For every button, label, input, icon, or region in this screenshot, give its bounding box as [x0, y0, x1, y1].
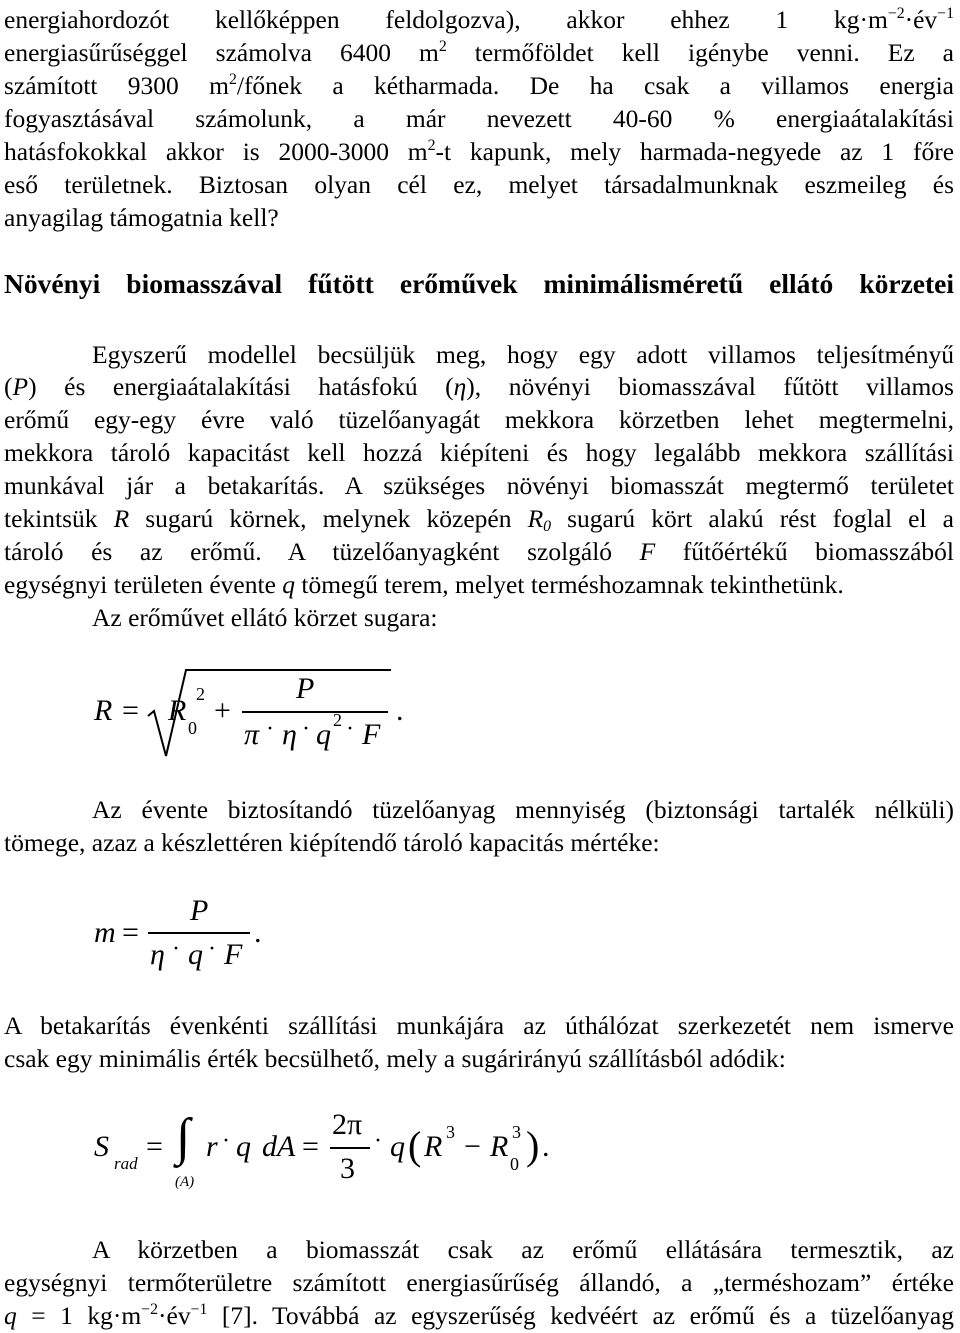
paragraph-1-line-2: [4, 37, 954, 69]
fraction-bar: [242, 711, 388, 713]
text-run: ·m: [859, 5, 888, 34]
paragraph-2-line-6: [4, 503, 954, 535]
integral-icon: ∫: [176, 1109, 191, 1166]
paragraph-1-line-6: eső területnek. Biztosan olyan cél ez, melyet társadalmunknak eszmeileg és: [4, 170, 954, 199]
equation-transport-work: [0, 1102, 960, 1202]
eq3-lparen: (: [408, 1123, 422, 1168]
paragraph-1-line-7: anyagilag támogatnia kell?: [4, 203, 279, 232]
paragraph-3-line-1: Az évente biztosítandó tüzelőanyag mennyiség (biztonsági tartalék nélküli): [92, 795, 954, 824]
text-run: tároló és az erőmű. A tüzelőanyagként szolgáló: [4, 537, 640, 566]
paragraph-2-line-7: [4, 536, 954, 568]
text-run: energiahordozót kellőképpen feldolgozva), akkor ehhez 1 kg: [4, 5, 860, 34]
eq2-period: .: [254, 916, 262, 949]
eq3-dA: dA: [262, 1130, 296, 1163]
eq3-S-sub: rad: [114, 1154, 138, 1173]
text-run: energiasűrűséggel számolva 6400 m: [4, 38, 439, 67]
eq2-dot: ·: [208, 936, 216, 962]
paragraph-4-line-1: A betakarítás évenkénti szállítási munkájára az úthálózat szerkezetét nem ismerve: [4, 1011, 954, 1040]
text-run: egységnyi területen évente: [4, 570, 283, 599]
eq3-r: r: [206, 1130, 218, 1163]
section-heading: Növényi biomasszával fűtött erőművek minimálisméretű ellátó körzetei: [4, 268, 954, 299]
paragraph-2-line-5: munkával jár a betakarítás. A szükséges növényi biomasszát megtermő területet: [4, 471, 954, 500]
symbol-R: R: [113, 504, 130, 533]
eq1-lhs: R: [94, 694, 113, 727]
paragraph-2-line-9: Az erőművet ellátó körzet sugara:: [92, 603, 438, 632]
paragraph-3-line-2: tömege, azaz a készlettéren kiépítendő tároló kapacitás mértéke:: [4, 828, 660, 857]
eq3-equals-1: =: [146, 1130, 163, 1163]
text-run: ·év: [158, 1301, 191, 1330]
eq3-int-domain: (A): [175, 1174, 195, 1190]
eq2-F: F: [224, 938, 243, 971]
eq1-eta: η: [282, 718, 297, 751]
text-run: ) és energiaátalakítási hatásfokú (: [28, 372, 454, 401]
text-run: ·év: [904, 5, 938, 34]
paragraph-1-line-5: [4, 136, 954, 168]
paragraph-2-line-1: Egyszerű modellel becsüljük meg, hogy egy adott villamos teljesítményű: [92, 340, 954, 369]
eq3-R0: R: [490, 1130, 509, 1163]
eq3-equals-2: =: [302, 1130, 319, 1163]
text-run: számított 9300 m: [4, 71, 229, 100]
text-run: ·m: [112, 1301, 142, 1330]
text-run: fűtőértékű biomasszából: [655, 537, 954, 566]
text-run: termőföldet kell igénybe venni. Ez a: [446, 38, 954, 67]
eq1-R0-sup: 2: [196, 684, 205, 704]
symbol-R0: R: [527, 504, 544, 533]
eq3-R0-sub: 0: [510, 1154, 519, 1174]
symbol-eta: η: [453, 372, 467, 401]
paragraph-1-line-4: fogyasztásával számolunk, a már nevezett 40-60 % energiaátalakítási: [4, 104, 954, 133]
paragraph-5-line-3: [4, 1300, 954, 1332]
eq3-minus: −: [464, 1130, 481, 1163]
text-run: = 1 kg: [16, 1301, 113, 1330]
eq1-plus: +: [214, 694, 231, 727]
text-run: sugarú körnek, melynek közepén: [129, 504, 528, 533]
eq2-dot: ·: [172, 936, 180, 962]
eq3-R: R: [424, 1130, 443, 1163]
text-run: /főnek a kétharmada. De ha csak a villamos energia: [236, 71, 954, 100]
eq1-period: .: [396, 694, 404, 727]
paragraph-5-line-1: A körzetben a biomasszát csak az erőmű ellátására termesztik, az: [92, 1235, 954, 1264]
eq1-R0: R: [168, 694, 187, 727]
paragraph-2-line-4: mekkora tároló kapacitást kell hozzá kiépíteni és hogy legalább mekkora szállítási: [4, 438, 954, 467]
eq3-q: q: [236, 1130, 251, 1163]
eq1-numerator: P: [296, 672, 315, 705]
eq1-pi: π: [244, 718, 260, 751]
paragraph-1-line-3: [4, 70, 954, 102]
symbol-q: q: [4, 1301, 17, 1330]
paragraph-2-line-2: [4, 371, 954, 403]
text-run: sugarú kört alakú rést foglal el a: [551, 504, 954, 533]
paragraph-2-line-3: erőmű egy-egy évre való tüzelőanyagát mekkora körzetben lehet megtermelni,: [4, 405, 954, 434]
eq1-F: F: [362, 718, 381, 751]
paragraph-1-line-1: [4, 4, 954, 36]
text-run: (: [4, 372, 13, 401]
eq1-dot: ·: [266, 716, 274, 742]
eq3-R-sup: 3: [446, 1122, 455, 1142]
paragraph-2-line-8: [4, 569, 954, 601]
superscript: −2: [141, 1301, 159, 1319]
eq1-dot: ·: [302, 716, 310, 742]
paragraph-4-line-2: csak egy minimális érték becsülhető, mely a sugárirányú szállításból adódik:: [4, 1044, 786, 1073]
eq3-dot: ·: [374, 1128, 382, 1154]
eq1-q-sup: 2: [333, 710, 342, 730]
text-run: -t kapunk, mely harmada-negyede az 1 főre: [435, 137, 955, 166]
superscript: 2: [427, 137, 436, 155]
equation-radius: [0, 660, 960, 770]
eq3-dot: ·: [222, 1128, 230, 1154]
eq1-q: q: [316, 718, 331, 751]
text-run: ), növényi biomasszával fűtött villamos: [466, 372, 954, 401]
eq2-equals: =: [122, 916, 139, 949]
paragraph-5-line-2: egységnyi termőterületre számított energiasűrűség állandó, a „terméshozam” értéke: [4, 1268, 954, 1297]
eq2-numerator: P: [190, 894, 209, 927]
eq3-q2: q: [390, 1130, 405, 1163]
equation-mass: [0, 890, 960, 980]
eq2-lhs: m: [94, 916, 116, 949]
eq1-R0-sub: 0: [188, 718, 197, 738]
text-run: [7]. Továbbá az egyszerűség kedvéért az erőmű és a tüzelőanyag: [207, 1301, 954, 1330]
symbol-P: P: [12, 372, 29, 401]
subscript: 0: [543, 517, 552, 535]
superscript: −2: [887, 5, 905, 23]
eq1-dot: ·: [346, 716, 354, 742]
eq3-S: S: [94, 1130, 109, 1163]
eq3-period: .: [542, 1130, 550, 1163]
eq3-frac-num: 2π: [332, 1108, 363, 1141]
symbol-F: F: [639, 537, 656, 566]
eq2-eta: η: [150, 938, 165, 971]
symbol-q: q: [282, 570, 296, 599]
eq1-equals: =: [122, 694, 139, 727]
superscript: 2: [438, 38, 447, 56]
fraction-bar: [330, 1147, 370, 1149]
fraction-bar: [148, 932, 250, 934]
eq2-q: q: [188, 938, 203, 971]
text-run: tekintsük: [4, 504, 114, 533]
eq3-R0-sup: 3: [512, 1122, 521, 1142]
superscript: −1: [937, 5, 954, 23]
superscript: 2: [228, 71, 237, 89]
superscript: −1: [190, 1301, 208, 1319]
eq3-frac-den: 3: [340, 1152, 355, 1185]
text-run: hatásfokokkal akkor is 2000-3000 m: [4, 137, 428, 166]
eq3-rparen: ): [526, 1123, 540, 1168]
text-run: tömegű terem, melyet terméshozamnak tekinthetünk.: [295, 570, 844, 599]
